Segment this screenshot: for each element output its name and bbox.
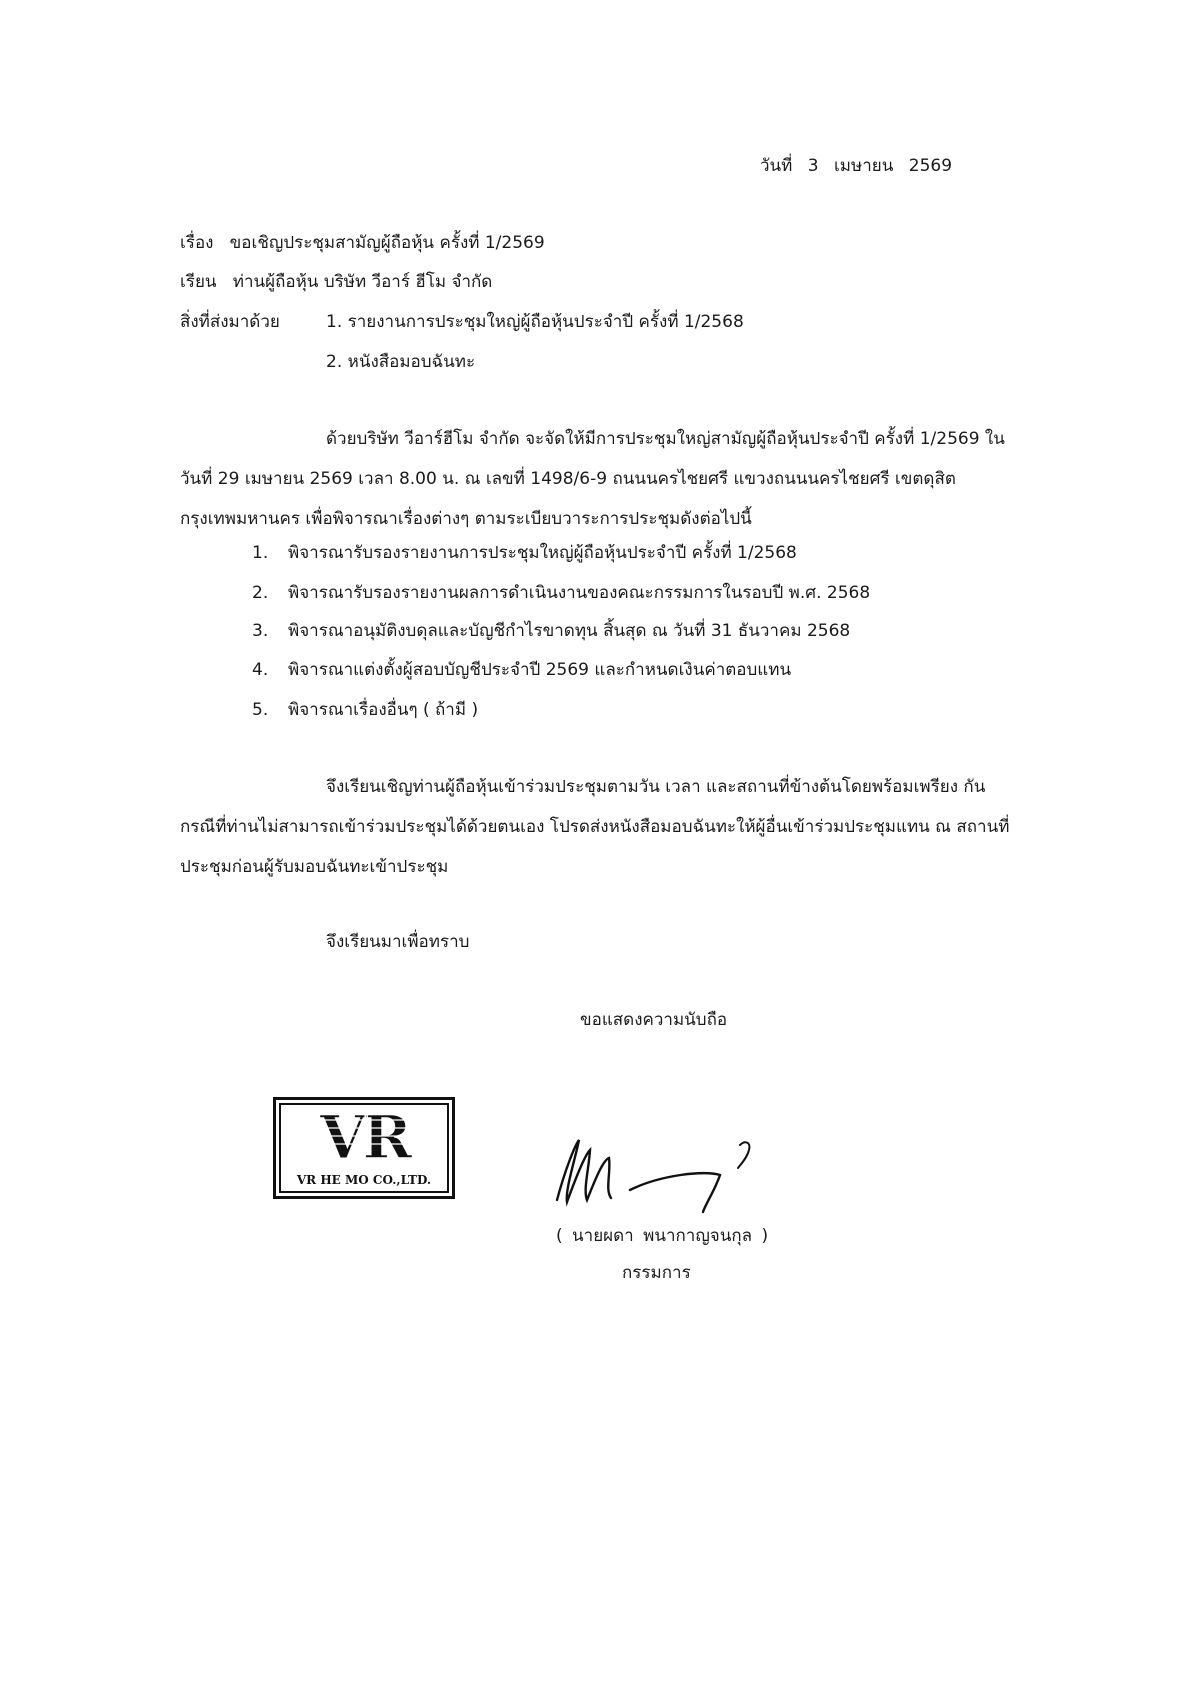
- invitation-paragraph-text: จึงเรียนเชิญท่านผู้ถือหุ้นเข้าร่วมประชุมตามวัน เวลา และสถานที่ข้างต้นโดยพร้อมเพรียง กันกรณีที่ท่านไม่สามารถเข้าร่วมประชุมได้ด้วยตนเอง โปรดส่งหนังสือมอบฉันทะให้ผู้อื่นเข้าร่วมประชุมแทน ณ สถานที่ประชุมก่อนผู้รับมอบฉันทะเข้าประชุม: [180, 777, 1010, 877]
- agenda-number: 1.: [252, 543, 269, 563]
- recipient-label: เรียน: [180, 272, 217, 292]
- subject-label: เรื่อง: [180, 233, 214, 253]
- enclosure-item: 1. รายงานการประชุมใหญ่ผู้ถือหุ้นประจำปี ครั้งที่ 1/2568: [326, 312, 744, 332]
- intro-paragraph: [180, 419, 1020, 539]
- signer-title: กรรมการ: [622, 1263, 691, 1283]
- agenda-text: พิจารณาแต่งตั้งผู้สอบบัญชีประจำปี 2569 และกำหนดเงินค่าตอบแทน: [288, 660, 792, 680]
- agenda-text: พิจารณารับรองรายงานการประชุมใหญ่ผู้ถือหุ้นประจำปี ครั้งที่ 1/2568: [288, 543, 797, 563]
- vr-logo-icon: [276, 1100, 452, 1196]
- agenda-item: [252, 656, 791, 683]
- subject-line: [180, 229, 545, 256]
- enclosure-item: 2. หนังสือมอบฉันทะ: [326, 352, 476, 372]
- agenda-number: 5.: [252, 700, 269, 720]
- handwritten-signature: [545, 1120, 805, 1220]
- agenda-item: [252, 579, 870, 606]
- agenda-number: 2.: [252, 583, 269, 603]
- agenda-text: พิจารณาเรื่องอื่นๆ ( ถ้ามี ): [288, 700, 479, 720]
- closing-line: จึงเรียนมาเพื่อทราบ: [326, 932, 470, 952]
- agenda-number: 4.: [252, 660, 269, 680]
- intro-paragraph-text: ด้วยบริษัท วีอาร์ฮีโม จำกัด จะจัดให้มีการประชุมใหญ่สามัญผู้ถือหุ้นประจำปี ครั้งที่ 1/2569 ในวันที่ 29 เมษายน 2569 เวลา 8.00 น. ณ เลขที่ 1498/6-9 ถนนนครไชยศรี แขวงถนนนครไชยศรี เขตดุสิต กรุงเทพมหานคร เพื่อพิจารณาเรื่องต่างๆ ตามระเบียบวาระการประชุมดังต่อไปนี้: [180, 429, 1005, 529]
- recipient-text: ท่านผู้ถือหุ้น บริษัท วีอาร์ ฮีโม จำกัด: [232, 272, 493, 292]
- company-stamp-logo: [273, 1097, 455, 1199]
- letter-date: วันที่ 3 เมษายน 2569: [760, 156, 953, 176]
- agenda-item: [252, 617, 850, 644]
- subject-text: ขอเชิญประชุมสามัญผู้ถือหุ้น ครั้งที่ 1/2569: [229, 233, 545, 253]
- agenda-item: [252, 696, 478, 723]
- agenda-number: 3.: [252, 621, 269, 641]
- agenda-text: พิจารณาอนุมัติงบดุลและบัญชีกำไรขาดทุน สิ้นสุด ณ วันที่ 31 ธันวาคม 2568: [288, 621, 851, 641]
- enclosure-label: สิ่งที่ส่งมาด้วย: [180, 312, 280, 332]
- signer-name: ( นายผดา พนากาญจนกุล ): [556, 1226, 769, 1246]
- invitation-paragraph: [180, 767, 1020, 887]
- logo-company-name: VR HE MO CO.,LTD.: [296, 1173, 432, 1187]
- recipient-line: [180, 268, 492, 295]
- agenda-item: [252, 539, 797, 566]
- logo-letters: VR: [319, 1103, 409, 1173]
- signature-icon: [545, 1120, 805, 1215]
- agenda-text: พิจารณารับรองรายงานผลการดำเนินงานของคณะกรรมการในรอบปี พ.ศ. 2568: [288, 583, 871, 603]
- sign-off: ขอแสดงความนับถือ: [580, 1010, 728, 1030]
